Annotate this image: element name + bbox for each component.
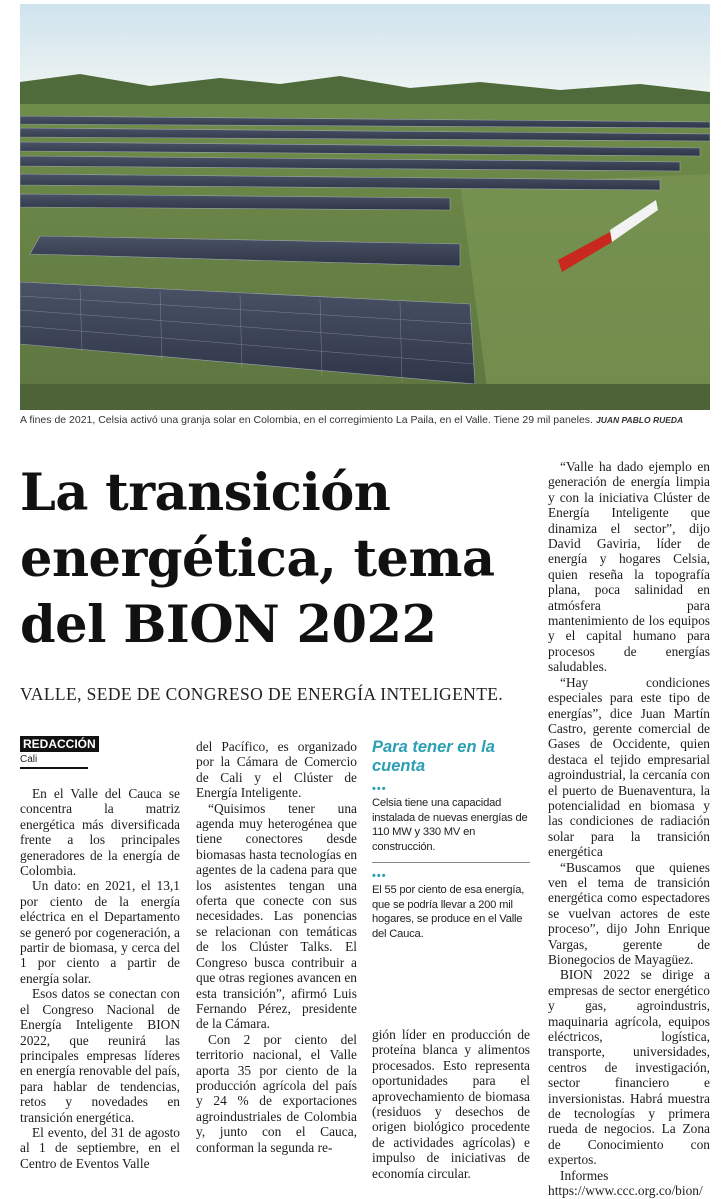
paragraph: El evento, del 31 de agosto al 1 de septiembre, en el Centro de Eventos Valle — [20, 1124, 180, 1171]
paragraph: “Buscamos que quienes ven el tema de transición energética como espectadores se vuelvan actores de este proceso”, dijo John Enrique Vargas, gerente de Bionegocios de Mayagüez. — [548, 859, 710, 967]
headline-line-2: energética, tema — [20, 529, 495, 589]
sidebar-box-item: Celsia tiene una capacidad instalada de nuevas energías de 110 MW y 330 MV en construcción. — [372, 797, 528, 853]
photo-caption — [20, 414, 710, 426]
bullet-dots: ••• — [372, 783, 387, 795]
paragraph: Con 2 por ciento del territorio nacional, el Valle aporta 35 por ciento de la producción agrícola del país y 24 % de exportaciones agroindustriales de Colombia y, junto con el Cauca, conforman la segunda re- — [196, 1031, 357, 1155]
photo-credit: JUAN PABLO RUEDA — [595, 415, 684, 425]
paragraph: Informes https://www.ccc.org.co/bion/ — [548, 1167, 703, 1199]
paragraph: “Hay condiciones especiales para este tipo de energías”, dice Juan Martín Castro, gerente comercial de Gases de Occidente, quien destaca el tejido empresarial agroindustrial, la cercanía con el puerto de Buenaventura, la potencialidad en biomasa y las condiciones de radiación solar para la transición energética — [548, 674, 710, 860]
article-column-4 — [548, 459, 710, 1199]
sidebar-box-item: El 55 por ciento de esa energía, que se podría llevar a 200 mil hogares, se produce en el Valle del Cauca. — [372, 884, 525, 940]
article-column-1 — [20, 786, 180, 1171]
subheadline: VALLE, SEDE DE CONGRESO DE ENERGÍA INTELIGENTE. — [20, 684, 504, 704]
headline-line-3: del BION 2022 — [20, 595, 437, 655]
byline-city: Cali — [20, 753, 88, 769]
bullet-dots: ••• — [372, 870, 387, 882]
paragraph: Esos datos se conectan con el Congreso Nacional de Energía Inteligente BION 2022, que reunirá las principales empresas líderes en energía renovable del país, para hablar de tendencias, retos y novedades en transición energética. — [20, 986, 180, 1125]
headline-line-1: La transición — [20, 463, 391, 523]
paragraph: gión líder en producción de proteína blanca y alimentos procesados. Esto representa oportunidades para el aprovechamiento de biomasa (residuos y desechos de origen biológico procedente de actividades agrícolas) e impulso de iniciativas de economía circular. — [372, 1027, 530, 1181]
paragraph: BION 2022 se dirige a empresas de sector energético y gas, agroindustris, maquinaria agrícola, equipos eléctricos, logística, transporte, universidades, centros de investigación, sector financiero e inversionistas. Habrá muestra de tecnologías y primera rueda de negocios. La Zona de Conocimiento con expertos. — [548, 967, 710, 1168]
paragraph: En el Valle del Cauca se concentra la matriz energética más diversificada frente a los principales generadores de la energía de Colombia. — [20, 786, 180, 879]
byline-section: REDACCIÓN — [20, 736, 99, 752]
paragraph: “Quisimos tener una agenda muy heterogénea que tiene conectores desde biomasas hasta tecnologías en agentes de la cadena para que los asistentes tengan una oferta que conecte con sus necesidades. Las ponencias se relacionan con temáticas de los Clúster Talks. El Congreso busca contribuir a que otras regiones avancen en esta transición”, afirmó Luis Fernando Pérez, presidente de la Cámara. — [196, 800, 358, 1032]
paragraph: Un dato: en 2021, el 13,1 por ciento de la energía eléctrica en el Departamento se generó por cogeneración, a partir de biomasa, y cerca del 1 por ciento a partir de energía solar. — [20, 878, 180, 986]
byline — [20, 735, 99, 769]
sidebar-box — [372, 738, 530, 941]
divider — [372, 862, 530, 863]
headline — [20, 460, 540, 658]
article-column-3 — [372, 1027, 530, 1181]
caption-text: A fines de 2021, Celsia activó una granja solar en Colombia, en el corregimiento La Paila, en el Valle. Tiene 29 mil paneles. — [20, 414, 593, 426]
paragraph: “Valle ha dado ejemplo en generación de energía limpia y con la iniciativa Clúster de Energía Inteligente que dinamiza el sector”, dijo David Gaviria, líder de energía y hogares Celsia, quien reseña la topografía plana, poca salinidad en atmósfera para mantenimiento de los equipos y el capital humano para procesos de energías saludables. — [548, 459, 710, 675]
article-column-2 — [196, 739, 357, 1155]
paragraph: del Pacífico, es organizado por la Cámara de Comercio de Cali y el Clúster de Energía Inteligente. — [196, 739, 357, 801]
sidebar-box-title: Para tener en la cuenta — [372, 738, 495, 775]
solar-farm-photo — [20, 4, 710, 410]
